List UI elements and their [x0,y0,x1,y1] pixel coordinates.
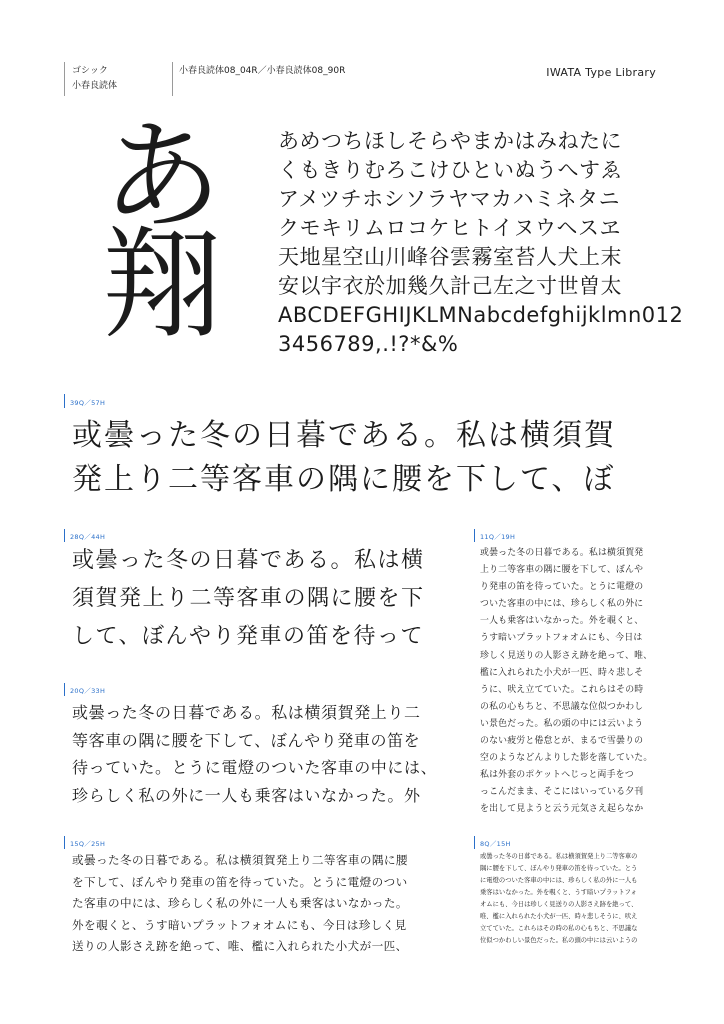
hero-glyph-kanji: 翔 [102,216,222,355]
size-tag-11q: 11Q／19H [480,533,516,541]
sample-15q-line: 外を覗くと、うす暗いプラットフォオムにも、今日は珍しく見 [72,917,407,932]
size-tag-28q: 28Q／44H [70,533,106,541]
sample-11q-line: 一人も乗客はいなかった。外を覗くと、 [480,616,644,627]
size-tag-rule-8q [474,836,475,849]
sample-39q-line: 発上り二等客車の隅に腰を下して、ぼ [72,462,616,497]
header-category: ゴシック [72,66,108,76]
sample-8q-line: に電燈のついた客車の中には、珍らしく私の外に一人も [480,877,638,884]
sample-20q [72,699,437,809]
sample-28q-line: 或曇った冬の日暮である。私は横 [72,548,425,573]
charset-line-hiragana-1: あめつちほしそらやまかはみねたに [278,129,622,153]
sample-8q-line: 乗客はいなかった。外を覗くと、うす暗いプラットフォ [480,889,637,896]
sample-11q-line: っこんだまま、そこにはいっている夕刊 [480,787,644,798]
sample-11q-line: 或曇った冬の日暮である。私は横須賀発 [480,548,644,558]
sample-8q-line: 唯、檻に入れられた小犬が一匹、時々悲しそうに、吠え [480,913,638,920]
size-tag-15q: 15Q／25H [70,840,106,848]
sample-20q-line: 等客車の隅に腰を下して、ぼんやり発車の笛を [72,730,421,750]
size-tag-rule-11q [474,529,475,542]
sample-11q-line: 私は外套のポケットへじっと両手をつ [480,770,634,781]
size-tag-20q: 20Q／33H [70,687,106,695]
header-family: 小春良読体 [72,81,118,91]
sample-11q-line: うす暗いプラットフォオムにも、今日は [480,633,643,644]
sample-11q-line: ついた客車の中には、珍らしく私の外に [480,599,644,610]
sample-20q-line: 待っていた。とうに電燈のついた客車の中には、 [72,758,438,777]
charset-line-hiragana-2: くもきりむろこけひといぬうへすゑ [278,158,622,182]
sample-11q-line: り発車の笛を待っていた。とうに電燈の [480,582,644,593]
header-divider-middle [172,62,173,96]
hero-glyph-hiragana: あ [102,108,222,247]
charset-line-katakana-1: アメツチホシソラヤマカハミネタニ [278,187,621,211]
charset-line-kanji-1: 天地星空山川峰谷雲霧室苔人犬上末 [278,245,622,269]
sample-8q-line: 或曇った冬の日暮である。私は横須賀発上り二等客車の [480,853,638,860]
sample-8q-line: オムにも、今日は珍しく見送りの人影さえ跡を絶って、 [480,901,638,908]
charset-line-katakana-2: クモキリムロコケヒトイヌウヘスヱ [278,216,621,240]
size-tag-8q: 8Q／15H [480,840,511,848]
sample-11q-line: の私の心もちと、不思議な位似つかわし [480,701,644,712]
sample-8q-line: 隅に腰を下して、ぼんやり発車の笛を待っていた。とう [480,865,638,872]
sample-11q [480,545,652,819]
sample-39q [72,414,616,502]
header-brand: IWATA Type Library [546,66,656,79]
size-tag-rule-39q [64,394,65,408]
sample-11q-line: 檻に入れられた小犬が一匹、時々悲しそ [480,667,644,678]
sample-15q-line: を下して、ぼんやり発車の笛を待っていた。とうに電燈のつい [72,874,408,889]
sample-15q-line: 或曇った冬の日暮である。私は横須賀発上り二等客車の隅に腰 [72,853,408,867]
charset-block [278,127,684,359]
sample-11q-line: うに、吠え立てていた。これらはその時 [480,684,644,695]
header-divider-left [64,62,65,96]
size-tag-rule-28q [64,529,65,542]
sample-11q-line: のない疲労と倦怠とが、まるで雪曇りの [480,736,644,747]
sample-20q-line: 或曇った冬の日暮である。私は横須賀発上り二 [72,703,421,722]
sample-20q-line: 珍らしく私の外に一人も乗客はいなかった。外 [72,785,421,805]
charset-line-latin-1: ABCDEFGHIJKLMNabcdefghijklmn012 [278,303,684,327]
header-variants: 小春良読体08_04R／小春良読体08_90R [179,66,346,76]
charset-line-latin-2: 3456789,.!?*&% [278,332,459,356]
sample-11q-line: い景色だった。私の頭の中には云いよう [480,718,644,729]
size-tag-rule-20q [64,683,65,696]
size-tag-39q: 39Q／57H [70,399,106,407]
size-tag-rule-15q [64,836,65,849]
sample-15q-line: 送りの人影さえ跡を絶って、唯、檻に入れられた小犬が一匹、 [72,939,408,953]
sample-39q-line: 或曇った冬の日暮である。私は横須賀 [72,418,616,453]
sample-28q-line: して、ぼんやり発車の笛を待って [72,624,425,649]
sample-8q-line: 位似つかわしい景色だった。私の頭の中には云いようの [480,937,638,944]
sample-8q [480,851,637,947]
sample-28q [72,542,425,656]
sample-11q-line: を出して見ようと云う元気さえ起らなか [480,804,644,815]
sample-28q-line: 須賀発上り二等客車の隅に腰を下 [72,586,425,611]
sample-8q-line: 立てていた。これらはその時の私の心もちと、不思議な [480,925,638,932]
sample-11q-line: 珍しく見送りの人影さえ跡を絶って、唯、 [480,650,653,661]
charset-line-kanji-2: 安以宇衣於加幾久計己左之寸世曽太 [278,274,622,298]
sample-11q-line: 上り二等客車の隅に腰を下して、ぼんや [480,565,644,576]
sample-15q [72,850,408,958]
sample-15q-line: た客車の中には、珍らしく私の外に一人も乗客はいなかった。 [72,896,408,910]
sample-11q-line: 空のようなどんよりした影を落していた。 [480,753,653,764]
